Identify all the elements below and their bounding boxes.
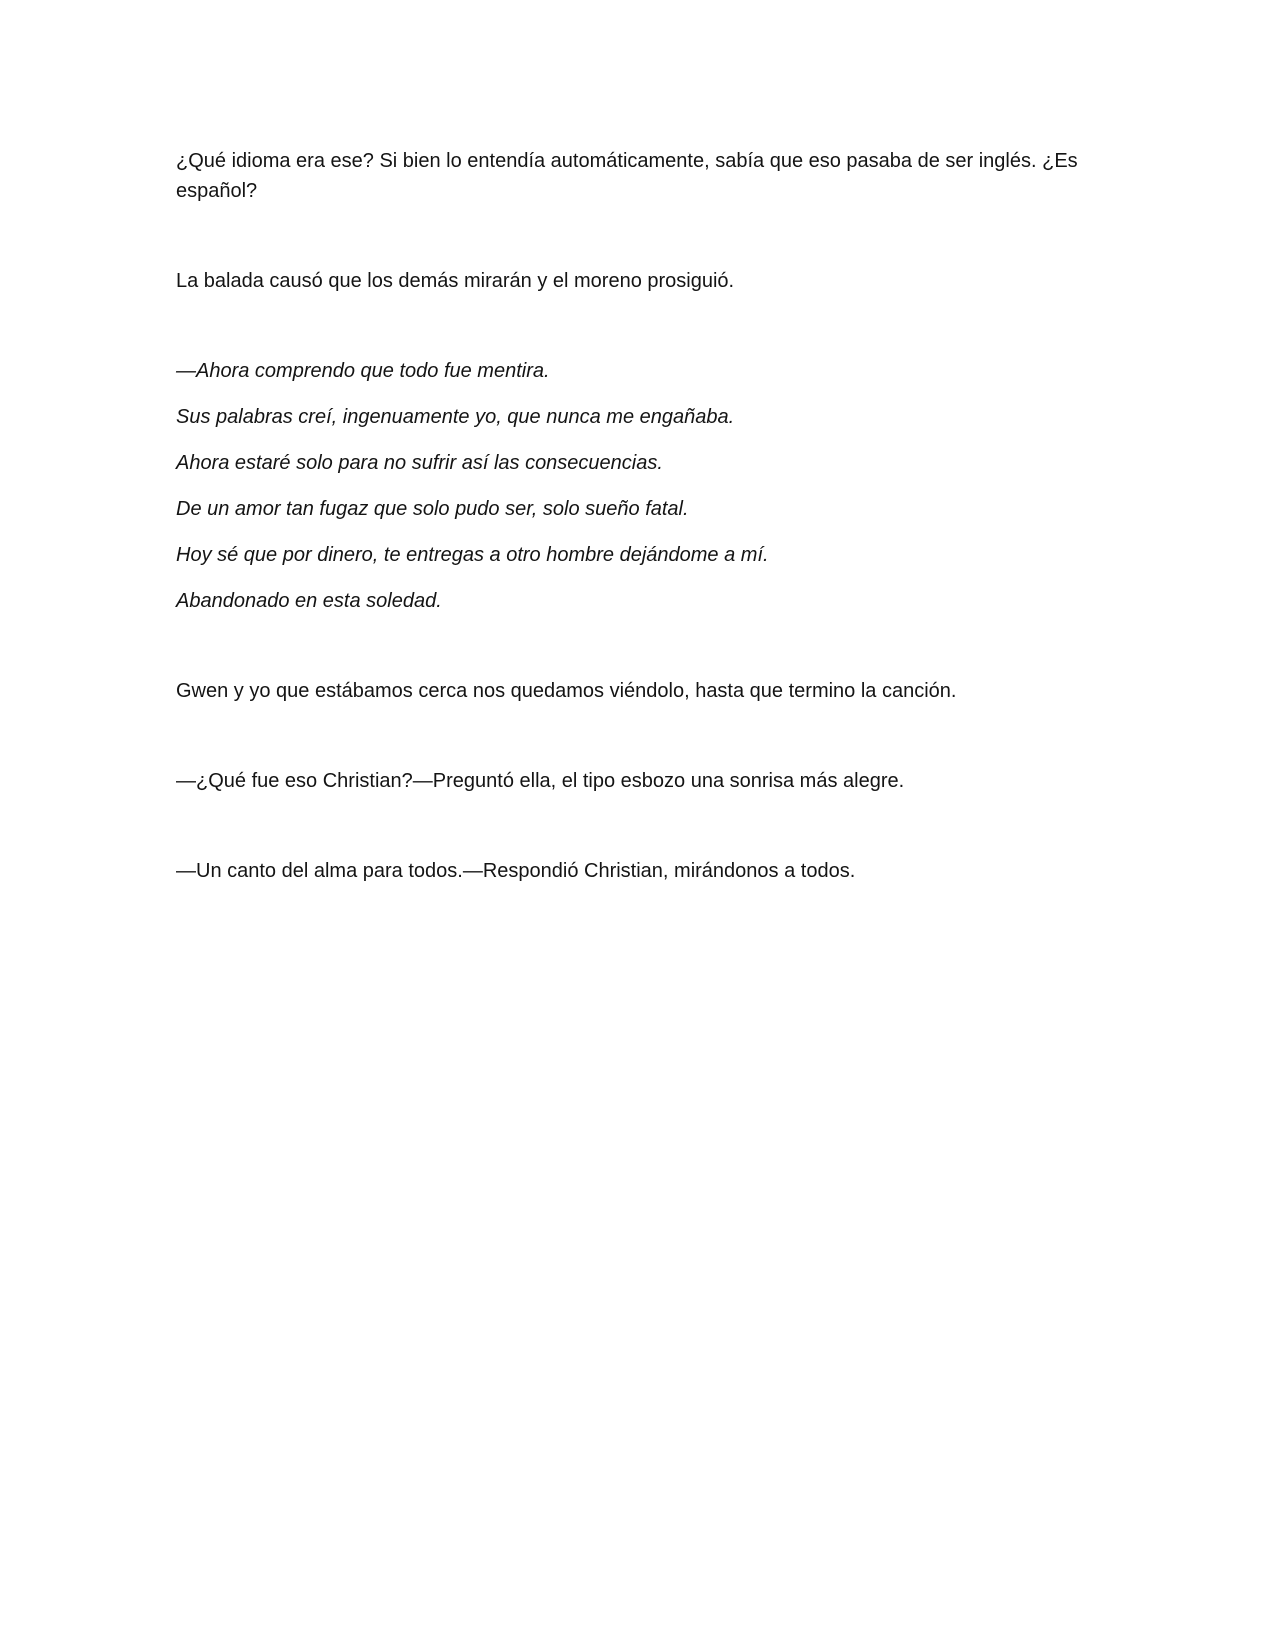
song-verse: Hoy sé que por dinero, te entregas a otro hombre dejándome a mí. [176,544,769,566]
song-verse: —Ahora comprendo que todo fue mentira. [176,360,550,382]
song-verse: Ahora estaré solo para no sufrir así las consecuencias. [176,452,663,474]
song-verse: Abandonado en esta soledad. [176,590,442,612]
paragraph: La balada causó que los demás mirarán y el moreno prosiguió. [176,270,735,292]
paragraph: Gwen y yo que estábamos cerca nos quedamos viéndolo, hasta que termino la canción. [176,680,957,702]
dialogue-line: —Un canto del alma para todos.—Respondió Christian, mirándonos a todos. [176,860,856,882]
song-verse: Sus palabras creí, ingenuamente yo, que nunca me engañaba. [176,406,735,428]
song-verse: De un amor tan fugaz que solo pudo ser, solo sueño fatal. [176,498,689,520]
paragraph: ¿Qué idioma era ese? Si bien lo entendía automáticamente, sabía que eso pasaba de ser inglés. ¿Es español? [176,150,1078,202]
document-body [176,146,1106,886]
dialogue-line: —¿Qué fue eso Christian?—Preguntó ella, el tipo esbozo una sonrisa más alegre. [176,770,905,792]
